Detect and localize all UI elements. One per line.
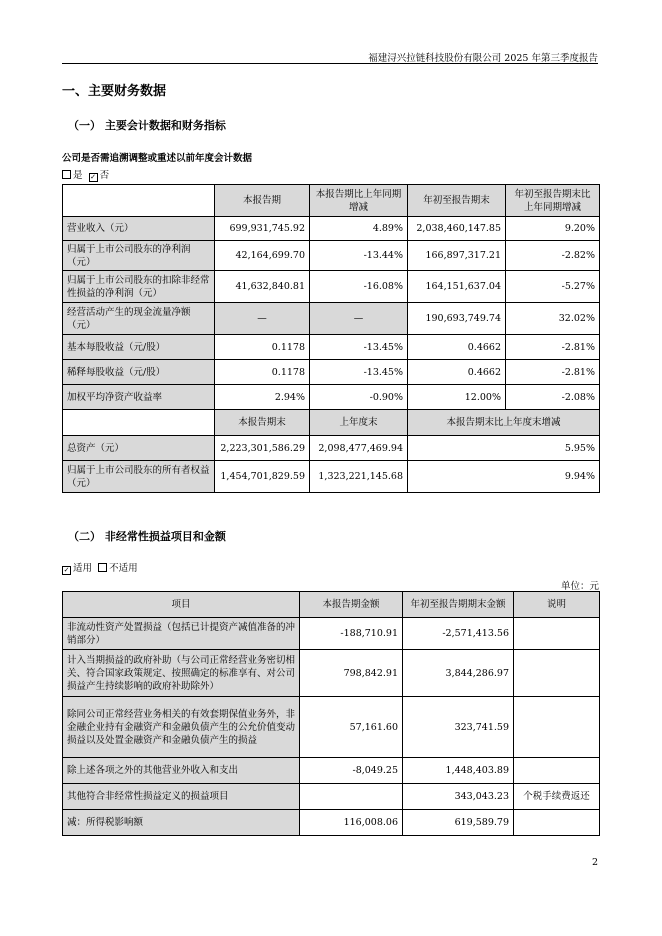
table-cell: 798,842.91	[300, 650, 403, 697]
table-cell: 4.89%	[310, 217, 408, 241]
table-cell: 0.4662	[408, 335, 506, 360]
row-label: 基本每股收益（元/股）	[63, 335, 215, 360]
table-cell: 1,323,221,145.68	[310, 461, 408, 493]
table-cell	[514, 697, 600, 758]
table-cell: 5.95%	[408, 436, 600, 461]
not-applicable-label: 不适用	[109, 563, 138, 574]
table-cell: 1,454,701,829.59	[215, 461, 310, 493]
checkbox-yes[interactable]	[62, 170, 71, 179]
row-label: 稀释每股收益（元/股）	[63, 360, 215, 385]
table-cell: -13.44%	[310, 241, 408, 271]
subsection-title-1: （一） 主要会计数据和财务指标	[68, 119, 226, 132]
table-cell: 0.4662	[408, 360, 506, 385]
header-cell: 本报告期末比上年度末增减	[408, 410, 600, 436]
table-cell: 9.20%	[506, 217, 600, 241]
table-cell: 323,741.59	[403, 697, 514, 758]
table-cell: -2.82%	[506, 241, 600, 271]
section-title: 一、主要财务数据	[62, 84, 167, 99]
header-cell: 年初至报告期末	[408, 185, 506, 217]
table-cell: 699,931,745.92	[215, 217, 310, 241]
row-label: 除上述各项之外的其他营业外收入和支出	[63, 758, 300, 784]
table-cell: 9.94%	[408, 461, 600, 493]
table-cell: 0.1178	[215, 360, 310, 385]
header-cell: 上年度末	[310, 410, 408, 436]
restate-yes-label: 是	[73, 170, 83, 181]
header-rule	[62, 63, 598, 64]
header-cell: 本报告期	[215, 185, 310, 217]
restate-options	[62, 167, 109, 182]
page-header: 福建浔兴拉链科技股份有限公司 2025 年第三季度报告	[368, 53, 598, 64]
restate-no-label: 否	[99, 170, 110, 181]
checkbox-not-applicable[interactable]	[98, 563, 107, 572]
table-cell: -2.08%	[506, 385, 600, 410]
table-cell: 1,448,403.89	[403, 758, 514, 784]
table-cell: 343,043.23	[403, 784, 514, 810]
header-cell: 本报告期金额	[300, 592, 403, 618]
table-cell: -5.27%	[506, 271, 600, 303]
table-cell: -16.08%	[310, 271, 408, 303]
table-cell: 2.94%	[215, 385, 310, 410]
row-label: 总资产（元）	[63, 436, 215, 461]
table-cell: -2.81%	[506, 360, 600, 385]
table-cell: 3,844,286.97	[403, 650, 514, 697]
blank-cell	[63, 410, 215, 436]
table-cell: 42,164,699.70	[215, 241, 310, 271]
header-cell: 本报告期比上年同期增减	[310, 185, 408, 217]
table-cell: -2,571,413.56	[403, 618, 514, 650]
table-cell: 2,223,301,586.29	[215, 436, 310, 461]
row-label: 其他符合非经常性损益定义的损益项目	[63, 784, 300, 810]
page-number: 2	[591, 857, 598, 868]
table-cell: -13.45%	[310, 335, 408, 360]
unit-label: 单位：元	[560, 581, 599, 592]
table-cell: 12.00%	[408, 385, 506, 410]
row-label: 经营活动产生的现金流量净额（元）	[63, 303, 215, 335]
table-cell: 32.02%	[506, 303, 600, 335]
table-cell: -0.90%	[310, 385, 408, 410]
row-label: 归属于上市公司股东的扣除非经常性损益的净利润（元）	[63, 271, 215, 303]
table-cell: -13.45%	[310, 360, 408, 385]
checkbox-applicable[interactable]: ✓	[63, 566, 70, 574]
subsection-title-2: （二） 非经常性损益项目和金额	[68, 530, 226, 543]
table-cell: -2.81%	[506, 335, 600, 360]
applicable-options	[62, 560, 138, 575]
header-cell	[63, 185, 215, 217]
row-label: 营业收入（元）	[63, 217, 215, 241]
row-label: 计入当期损益的政府补助（与公司正常经营业务密切相关、符合国家政策规定、按照确定的标准享有、对公司损益产生持续影响的政府补助除外）	[63, 650, 300, 697]
table-cell: 2,098,477,469.94	[310, 436, 408, 461]
header-cell: 年初至报告期期末金额	[403, 592, 514, 618]
header-cell: 说明	[514, 592, 600, 618]
table-cell: 116,008.06	[300, 810, 403, 836]
table-cell	[514, 810, 600, 836]
table-cell: 0.1178	[215, 335, 310, 360]
row-label: 归属于上市公司股东的净利润（元）	[63, 241, 215, 271]
table-cell	[514, 618, 600, 650]
table-cell: 2,038,460,147.85	[408, 217, 506, 241]
table-cell: 164,151,637.04	[408, 271, 506, 303]
header-cell: 项目	[63, 592, 300, 618]
non-recurring-table	[62, 591, 600, 836]
key-financial-table	[62, 184, 600, 493]
header-cell: 年初至报告期末比上年同期增减	[506, 185, 600, 217]
table-cell: -188,710.91	[300, 618, 403, 650]
table-cell: 57,161.60	[300, 697, 403, 758]
row-label: 除同公司正常经营业务相关的有效套期保值业务外，非金融企业持有金融资产和金融负债产生的公允价值变动损益以及处置金融资产和金融负债产生的损益	[63, 697, 300, 758]
table-cell: 166,897,317.21	[408, 241, 506, 271]
row-label: 加权平均净资产收益率	[63, 385, 215, 410]
table-cell: -8,049.25	[300, 758, 403, 784]
table-cell: 619,589.79	[403, 810, 514, 836]
table-cell: —	[215, 303, 310, 335]
table-cell	[514, 758, 600, 784]
header-cell: 本报告期末	[215, 410, 310, 436]
restate-question: 公司是否需追溯调整或重述以前年度会计数据	[62, 153, 253, 164]
row-label: 减：所得税影响额	[63, 810, 300, 836]
table-cell: 41,632,840.81	[215, 271, 310, 303]
table-cell	[514, 650, 600, 697]
table-cell: 个税手续费返还	[514, 784, 600, 810]
checkbox-no[interactable]: ✓	[90, 173, 96, 181]
row-label: 归属于上市公司股东的所有者权益（元）	[63, 461, 215, 493]
row-label: 非流动性资产处置损益（包括已计提资产减值准备的冲销部分）	[63, 618, 300, 650]
table-cell: 190,693,749.74	[408, 303, 506, 335]
table-cell	[300, 784, 403, 810]
applicable-label: 适用	[73, 563, 93, 574]
table-cell: —	[310, 303, 408, 335]
